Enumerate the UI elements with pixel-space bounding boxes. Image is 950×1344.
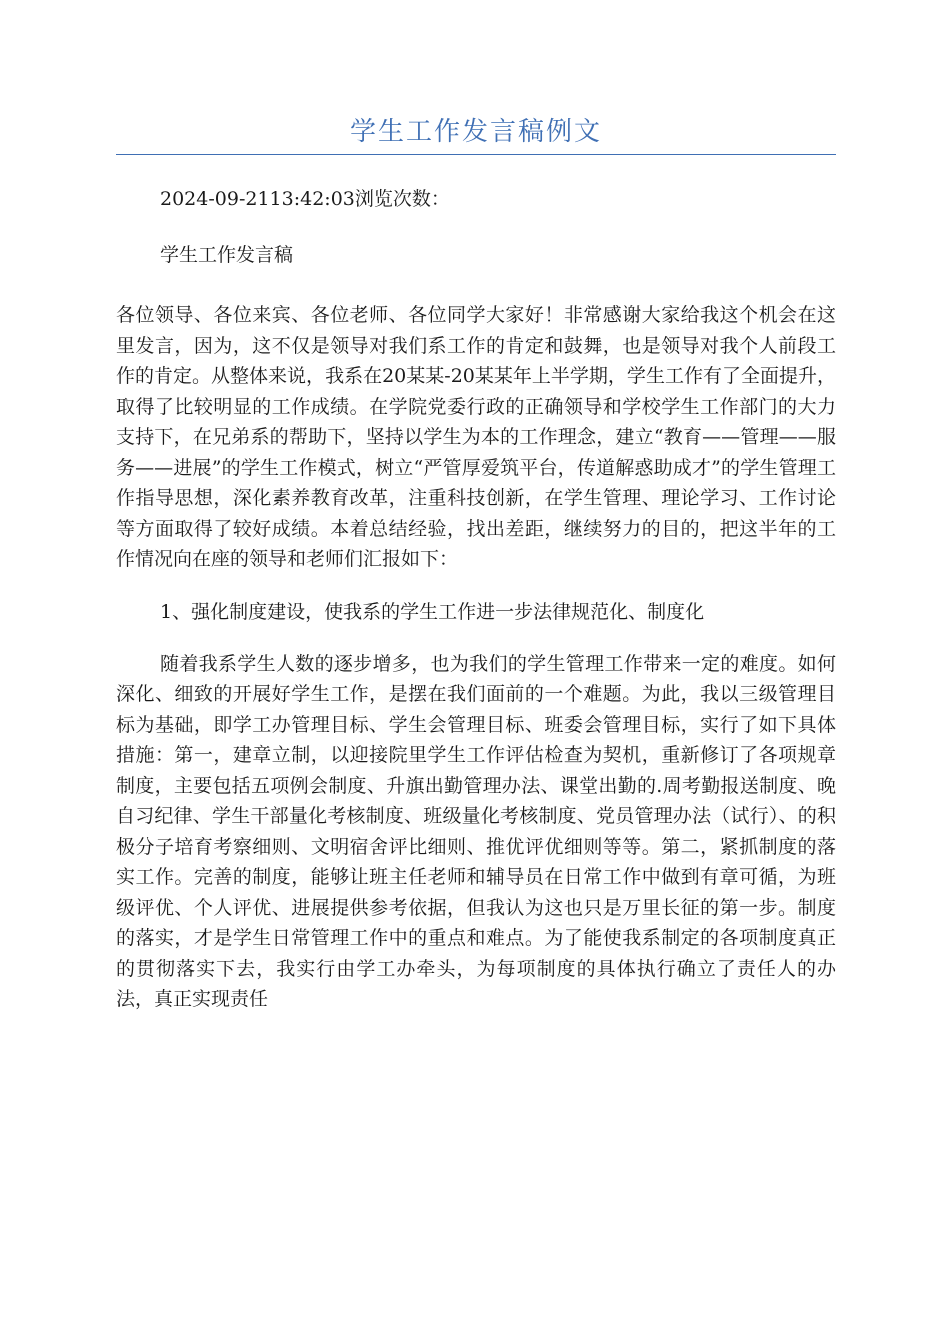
meta-line: 2024-09-2113:42:03浏览次数： [160,188,450,210]
section-heading-1: 1、强化制度建设，使我系的学生工作进一步法律规范化、制度化 [160,600,705,623]
document-subtitle: 学生工作发言稿 [160,244,294,266]
paragraph-body: 随着我系学生人数的逐步增多，也为我们的学生管理工作带来一定的难度。如何深化、细致的开展好学生工作，是摆在我们面前的一个难题。为此，我以三级管理目标为基础，即学工办管理目标、学生会管理目标、班委会管理目标，实行了如下具体措施：第一，建章立制，以迎接院里学生工作评估检查为契机，重新修订了各项规章制度，主要包括五项例会制度、升旗出勤管理办法、课堂出勤的.周考勤报送制度、晚自习纪律、学生干部量化考核制度、班级量化考核制度、党员管理办法（试行）、的积极分子培育考察细则、文明宿舍评比细则、推优评优细则等等。第二，紧抓制度的落实工作。完善的制度，能够让班主任老师和辅导员在日常工作中做到有章可循，为班级评优、个人评优、进展提供参考依据，但我认为这也只是万里长征的第一步。制度的落实，才是学生日常管理工作中的重点和难点。为了能使我系制定的各项制度真正的贯彻落实下去，我实行由学工办牵头，为每项制度的具体执行确立了责任人的办法，真正实现责任 [116,652,836,1010]
page-title: 学生工作发言稿例文 [349,117,602,147]
document-page [116,0,836,1015]
paragraph-intro: 各位领导、各位来宾、各位老师、各位同学大家好！非常感谢大家给我这个机会在这里发言，因为，这不仅是领导对我们系工作的肯定和鼓舞，也是领导对我个人前段工作的肯定。从整体来说，我系在20某某-20某某年上半学期，学生工作有了全面提升，取得了比较明显的工作成绩。在学院党委行政的正确领导和学校学生工作部门的大力支持下，在兄弟系的帮助下，坚持以学生为本的工作理念，建立“教育——管理——服务——进展”的学生工作模式，树立“严管厚爱筑平台，传道解惑助成才”的学生管理工作指导思想，深化素养教育改革，注重科技创新，在学生管理、理论学习、工作讨论等方面取得了较好成绩。本着总结经验，找出差距，继续努力的目的，把这半年的工作情况向在座的领导和老师们汇报如下： [116,304,836,570]
title-divider [116,154,836,155]
